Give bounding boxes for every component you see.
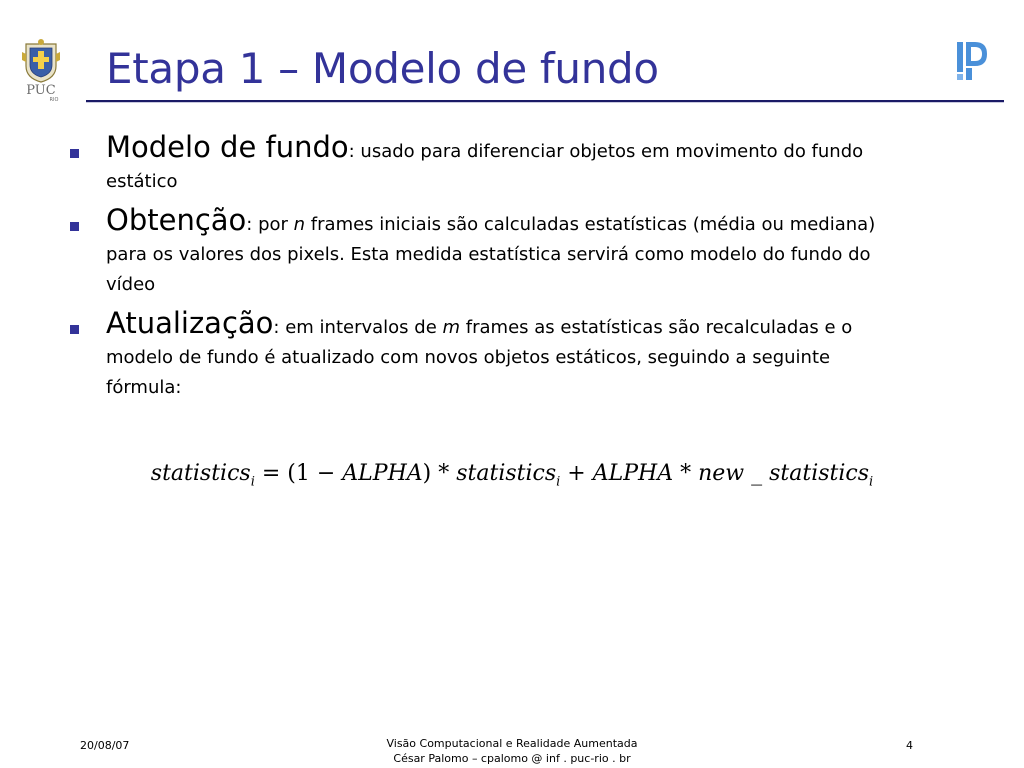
formula-mid: ) * bbox=[422, 461, 457, 486]
formula-star: * bbox=[673, 461, 699, 486]
bullet-text: : em intervalos de bbox=[273, 317, 443, 338]
puc-rio-logo bbox=[14, 38, 68, 102]
formula-plus: + bbox=[560, 461, 593, 486]
logo-subtext: RIO bbox=[49, 97, 59, 102]
formula-term: statistics bbox=[456, 461, 557, 486]
formula-alpha2: ALPHA bbox=[592, 461, 674, 486]
bullet-heading: Modelo de fundo bbox=[106, 130, 349, 164]
bullet-text: frames iniciais são calculadas estatísticas (média ou mediana) para os valores dos pixels. Esta medida estatística servirá como modelo do fundo do vídeo bbox=[106, 214, 876, 295]
bullet-marker-icon bbox=[70, 149, 79, 158]
bullet-text: : por bbox=[246, 214, 294, 235]
formula-new-statistics: new _ statistics bbox=[698, 461, 870, 486]
page-number: 4 bbox=[906, 739, 913, 752]
bullet-text: frames as estatísticas são recalculadas e o modelo de fundo é atualizado com novos objetos estáticos, seguindo a seguinte fórmula: bbox=[106, 317, 853, 398]
title-underline bbox=[86, 100, 1004, 103]
slide-title: Etapa 1 – Modelo de fundo bbox=[106, 44, 659, 93]
bullet-variable: m bbox=[442, 317, 461, 338]
update-formula: statistics$_i$ = (1 − ALPHA) * statistics$_i$ + ALPHA * new _ statistics$_i$ bbox=[150, 461, 874, 490]
bullet-item bbox=[68, 132, 908, 197]
footer-date: 20/08/07 bbox=[80, 739, 130, 752]
bullet-text: : usado para diferenciar objetos em movimento do fundo estático bbox=[106, 141, 864, 192]
bullet-marker-icon bbox=[70, 325, 79, 334]
formula-alpha: ALPHA bbox=[342, 461, 423, 486]
formula-eq: = (1 − bbox=[254, 461, 343, 486]
footer-credits bbox=[312, 736, 712, 766]
bullet-item bbox=[68, 308, 908, 403]
footer-course: Visão Computacional e Realidade Aumentada bbox=[386, 737, 638, 750]
bullet-variable: n bbox=[293, 214, 306, 235]
bullet-list bbox=[68, 132, 908, 411]
formula-lhs: statistics bbox=[150, 461, 251, 486]
bullet-marker-icon bbox=[70, 222, 79, 231]
logo-text: PUC bbox=[26, 83, 56, 98]
department-logo bbox=[953, 40, 993, 82]
bullet-item bbox=[68, 205, 908, 300]
bullet-heading: Atualização bbox=[106, 306, 274, 340]
footer-author: César Palomo – cpalomo @ inf . puc-rio . br bbox=[393, 752, 631, 765]
bullet-heading: Obtenção bbox=[106, 203, 247, 237]
